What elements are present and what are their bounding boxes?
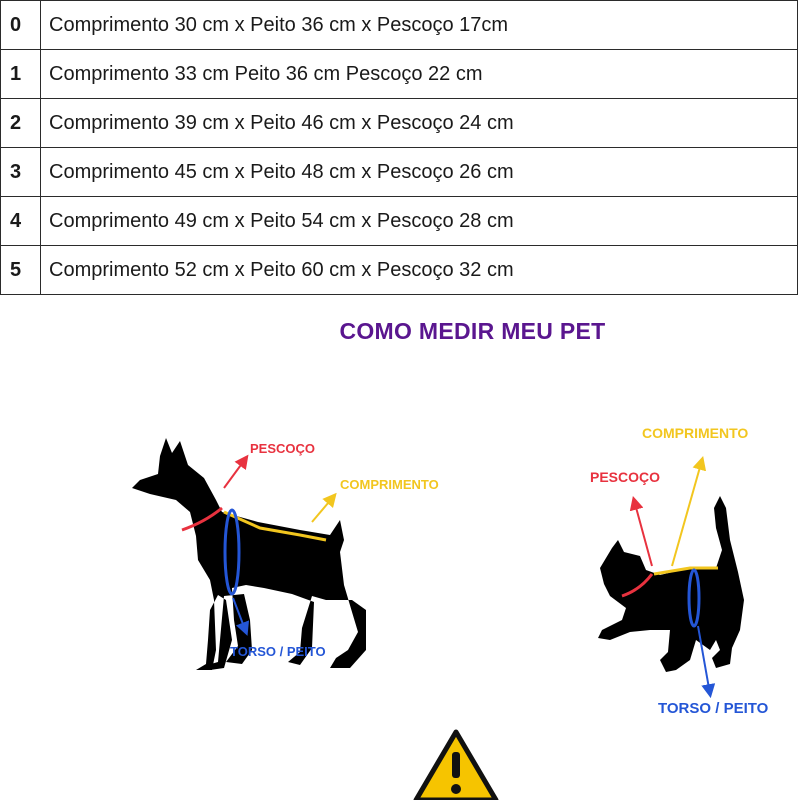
dog-neck-label: PESCOÇO bbox=[250, 441, 316, 456]
dog-diagram bbox=[132, 438, 439, 670]
cat-length-label: COMPRIMENTO bbox=[642, 425, 749, 441]
size-description: Comprimento 45 cm x Peito 48 cm x Pescoço 26 cm bbox=[41, 148, 798, 197]
cat-silhouette-icon bbox=[598, 496, 744, 672]
dog-length-arrow bbox=[312, 496, 334, 522]
dog-length-label: COMPRIMENTO bbox=[340, 477, 439, 492]
size-number: 3 bbox=[1, 148, 41, 197]
how-to-measure-title: COMO MEDIR MEU PET bbox=[339, 318, 606, 344]
cat-diagram bbox=[590, 425, 769, 717]
cat-chest-label: TORSO / PEITO bbox=[658, 700, 769, 717]
size-number: 2 bbox=[1, 99, 41, 148]
size-description: Comprimento 49 cm x Peito 54 cm x Pescoço 28 cm bbox=[41, 197, 798, 246]
cat-length-arrow bbox=[672, 460, 702, 566]
dog-chest-label: TORSO / PEITO bbox=[230, 644, 326, 659]
size-number: 4 bbox=[1, 197, 41, 246]
size-description: Comprimento 39 cm x Peito 46 cm x Pescoço 24 cm bbox=[41, 99, 798, 148]
size-description: Comprimento 52 cm x Peito 60 cm x Pescoço 32 cm bbox=[41, 246, 798, 295]
cat-neck-label: PESCOÇO bbox=[590, 469, 661, 485]
size-description: Comprimento 33 cm Peito 36 cm Pescoço 22 cm bbox=[41, 50, 798, 99]
warning-triangle-icon bbox=[416, 732, 496, 800]
dog-silhouette-icon bbox=[132, 438, 366, 670]
size-number: 1 bbox=[1, 50, 41, 99]
dog-neck-arrow bbox=[224, 458, 246, 488]
size-number: 0 bbox=[1, 1, 41, 50]
size-number: 5 bbox=[1, 246, 41, 295]
size-description: Comprimento 30 cm x Peito 36 cm x Pescoço 17cm bbox=[41, 1, 798, 50]
